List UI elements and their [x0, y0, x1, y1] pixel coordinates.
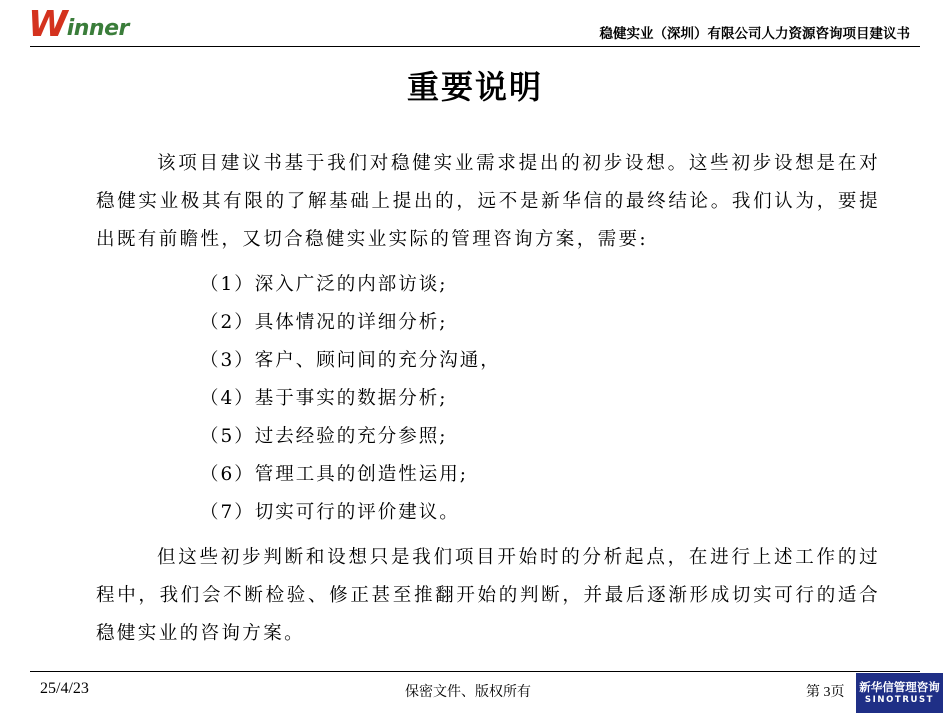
- list-item: （6）管理工具的创造性运用;: [200, 464, 469, 485]
- list-item: （2）具体情况的详细分析;: [200, 312, 448, 333]
- header-divider: [30, 46, 920, 47]
- footer-date: 25/4/23: [40, 680, 89, 697]
- list-item: （4）基于事实的数据分析;: [200, 388, 448, 409]
- footer-divider: [30, 671, 920, 672]
- closing-paragraph: 但这些初步判断和设想只是我们项目开始时的分析起点，在进行上述工作的过程中，我们会不断检验、修正甚至推翻开始的判断，并最后逐渐形成切实可行的适合稳健实业的咨询方案。: [96, 547, 880, 644]
- page-title: 重要说明: [406, 68, 543, 106]
- brand-name-en: SINOTRUST: [864, 694, 935, 705]
- list-item: （7）切实可行的评价建议。: [200, 502, 460, 523]
- confidential-notice: 保密文件、版权所有: [405, 685, 531, 700]
- logo-letters: inner: [66, 16, 129, 41]
- brand-name-cn: 新华信管理咨询: [859, 680, 940, 694]
- requirements-list: [200, 266, 501, 532]
- sinotrust-logo: [856, 673, 943, 713]
- winner-logo: [28, 4, 129, 45]
- list-item: （5）过去经验的充分参照;: [200, 426, 448, 447]
- list-item: （1）深入广泛的内部访谈;: [200, 274, 448, 295]
- page-number: 第 3页: [806, 685, 845, 700]
- document-header-title: 稳健实业（深圳）有限公司人力资源咨询项目建议书: [599, 26, 910, 42]
- logo-letter-w: W: [28, 4, 67, 45]
- list-item: （3）客户、顾问间的充分沟通，: [200, 350, 501, 371]
- intro-paragraph: 该项目建议书基于我们对稳健实业需求提出的初步设想。这些初步设想是在对稳健实业极其有限的了解基础上提出的，远不是新华信的最终结论。我们认为，要提出既有前瞻性，又切合稳健实业实际的管理咨询方案，需要:: [96, 153, 880, 250]
